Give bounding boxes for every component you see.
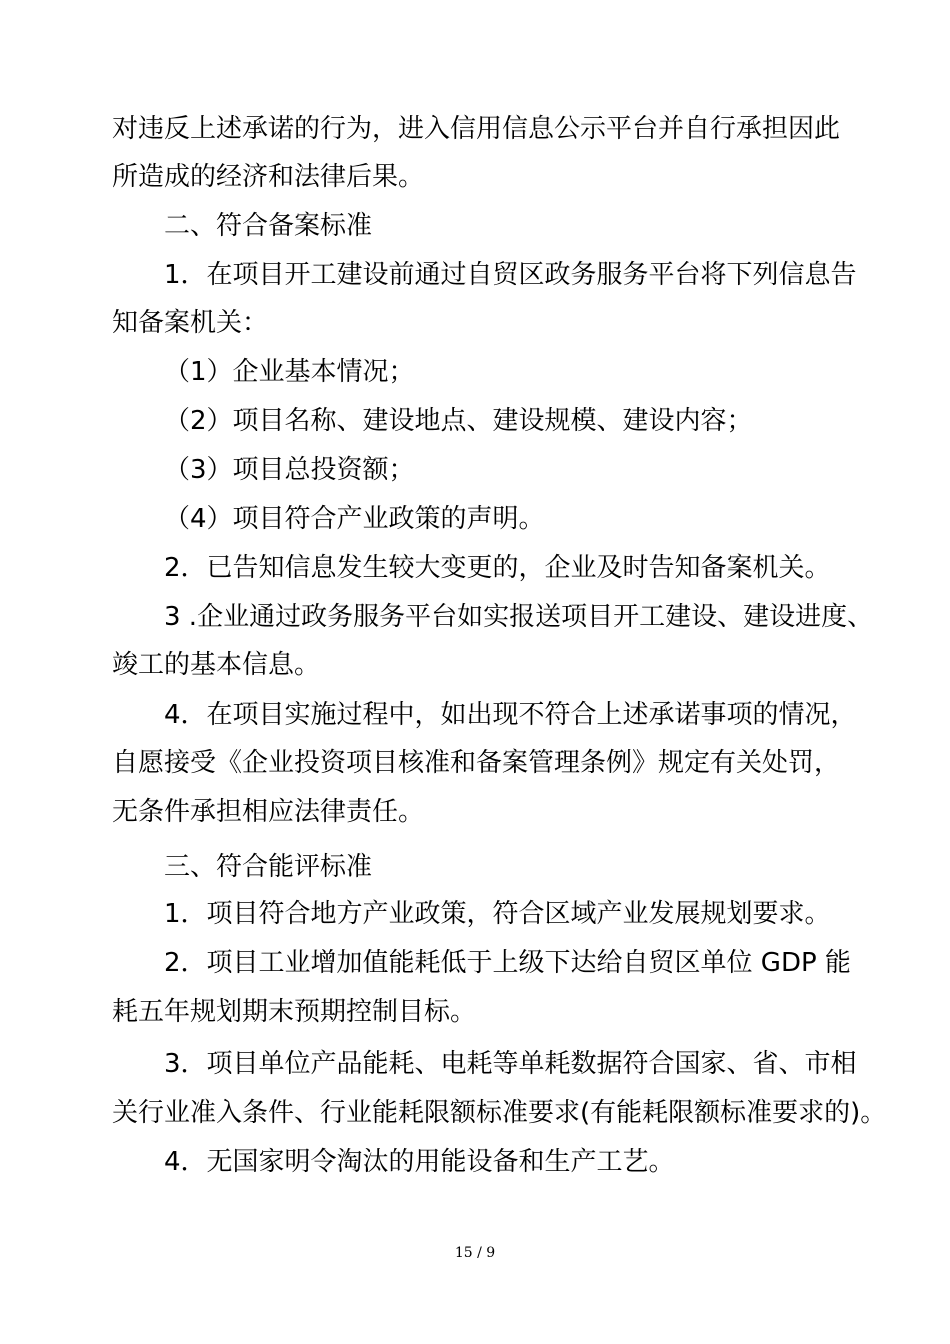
text-line: 3．项目单位产品能耗、电耗等单耗数据符合国家、省、市相 [164,1049,857,1079]
text-line: 4．无国家明令淘汰的用能设备和生产工艺。 [164,1147,675,1177]
text-line: 4．在项目实施过程中，如出现不符合上述承诺事项的情况， [164,700,857,730]
text-line: 知备案机关： [112,308,269,338]
text-line: 无条件承担相应法律责任。 [112,797,425,827]
text-line: 1．项目符合地方产业政策，符合区域产业发展规划要求。 [164,899,831,929]
text-line: 对违反上述承诺的行为，进入信用信息公示平台并自行承担因此 [112,114,841,144]
page-number: 15 / 9 [454,1245,496,1261]
text-line: 2．已告知信息发生较大变更的，企业及时告知备案机关。 [164,553,831,583]
text-line: 1．在项目开工建设前通过自贸区政务服务平台将下列信息告 [164,260,857,290]
text-line: 竣工的基本信息。 [112,650,321,680]
list-item: （4）项目符合产业政策的声明。 [164,504,545,534]
section-heading: 三、符合能评标准 [164,852,373,882]
list-item: （3）项目总投资额； [164,455,415,485]
text-line: 关行业准入条件、行业能耗限额标准要求(有能耗限额标准要求的)。 [112,1098,887,1128]
text-line: 自愿接受《企业投资项目核准和备案管理条例》规定有关处罚， [112,748,841,778]
section-heading: 二、符合备案标准 [164,211,373,241]
list-item: （2）项目名称、建设地点、建设规模、建设内容； [164,406,753,436]
text-line: 3 .企业通过政务服务平台如实报送项目开工建设、建设进度、 [164,602,874,632]
text-line: 2．项目工业增加值能耗低于上级下达给自贸区单位 GDP 能 [164,948,851,978]
text-line: 所造成的经济和法律后果。 [112,162,425,192]
list-item: （1）企业基本情况； [164,357,415,387]
text-line: 耗五年规划期末预期控制目标。 [112,997,477,1027]
